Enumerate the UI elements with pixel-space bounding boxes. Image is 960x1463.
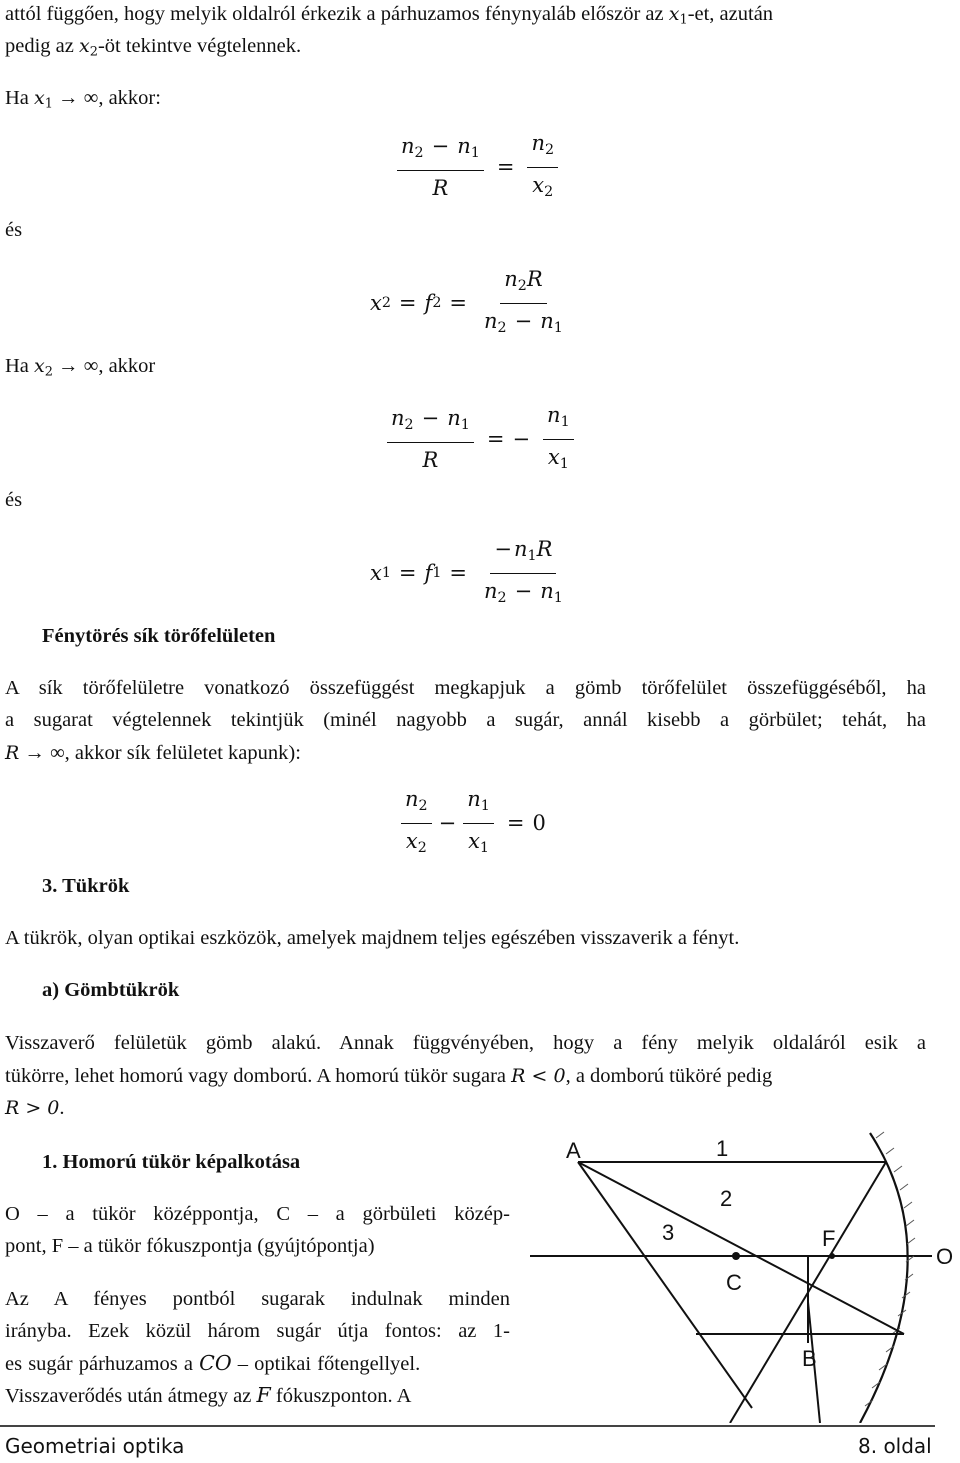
- point-c: [732, 1252, 740, 1260]
- text-line: A tükrök, olyan optikai eszközök, amelyek majdnem teljes egészében visszaverik a fényt.: [5, 927, 740, 949]
- math-x2: $x_2$: [34, 355, 53, 380]
- equation: $\frac{n_2}{x_2}$ − $\frac{n_1}{x_1}$ = 0: [396, 784, 546, 863]
- label-b: B: [802, 1346, 817, 1371]
- math-x1: $x_1$: [34, 87, 53, 112]
- text-line: pedig az $x_2-öt$ tekintve végtelennek.: [5, 35, 302, 60]
- text-line: O – a tükör középpontja, C – a görbületi közép-: [5, 1203, 510, 1225]
- text-line: Visszaverődés után átmegy az F fókuszponton. A: [5, 1383, 412, 1407]
- equation: x 2 = f 2 = $\frac{n_2R}{n_2 - n_1}$: [370, 264, 572, 343]
- text-line: és: [5, 219, 23, 241]
- fraction: $\frac{n_1}{x_1}$: [463, 784, 494, 863]
- fraction: $\frac{n_2}{x_2}$: [527, 128, 558, 207]
- section-heading: 1. Homorú tükör képalkotása: [42, 1151, 301, 1173]
- fraction: $\frac{n_2R}{n_2 - n_1}$: [480, 264, 567, 343]
- label-c: C: [726, 1270, 742, 1295]
- text-line: es sugár párhuzamos a CO – optikai főtengellyel.: [5, 1351, 421, 1375]
- section-heading: Fénytörés sík törőfelületen: [42, 625, 276, 647]
- ray-2: [578, 1162, 904, 1334]
- text-line: Visszaverő felületük gömb alakú. Annak függvényében, hogy a fény melyik oldaláról esik a: [5, 1032, 926, 1054]
- text-line: Ha $x_2$ → ∞, akkor: [5, 355, 156, 380]
- fraction: $\frac{n_2 - n_1}{R}$: [397, 131, 484, 203]
- label-o: O: [936, 1244, 954, 1269]
- text-line: Az A fényes pontból sugarak indulnak minden: [5, 1288, 510, 1310]
- section-heading: 3. Tükrök: [42, 875, 130, 897]
- text-line: irányba. Ezek közül három sugár útja fontos: az 1-: [5, 1320, 510, 1342]
- text-line: pont, F – a tükör fókuszpontja (gyújtópontja): [5, 1235, 375, 1257]
- math-x1: $x_1$: [668, 3, 688, 28]
- text-line: attól függően, hogy melyik oldalról érkezik a párhuzamos fénynyaláb először az $x_1-et$, azután: [5, 3, 774, 28]
- equation: $\frac{n_2 - n_1}{R}$ = $\frac{n_2}{x_2}$: [392, 128, 563, 207]
- label-ray-1: 1: [716, 1136, 729, 1161]
- fraction: $\frac{n_1}{x_1}$: [543, 400, 574, 479]
- fraction: $\frac{-n_1R}{n_2 - n_1}$: [480, 534, 567, 613]
- equation: x 1 = f 1 = $\frac{-n_1R}{n_2 - n_1}$: [370, 534, 572, 613]
- text-line: A sík törőfelületre vonatkozó összefüggést megkapjuk a gömb törőfelület összefüggéséből, ha: [5, 677, 926, 699]
- footer-title: Geometriai optika: [5, 1434, 185, 1458]
- text-line: R > 0.: [5, 1097, 65, 1119]
- text-line: és: [5, 489, 23, 511]
- fraction: $\frac{n_2 - n_1}{R}$: [387, 403, 474, 475]
- page-number: 8. oldal: [858, 1434, 932, 1458]
- math-x2: $x_2$: [79, 35, 98, 60]
- footer-divider: [0, 1425, 935, 1427]
- concave-mirror-diagram: [530, 1128, 960, 1423]
- label-ray-3: 3: [662, 1220, 675, 1245]
- text-line: Ha $x_1$ → ∞, akkor:: [5, 87, 161, 112]
- section-heading: a) Gömbtükrök: [42, 979, 180, 1001]
- mirror-arc: [860, 1133, 908, 1423]
- text-line: a sugarat végtelennek tekintjük (minél nagyobb a sugár, annál kisebb a görbület; tehát, ha: [5, 709, 926, 731]
- text-line: tükörre, lehet homorú vagy domború. A homorú tükör sugara R < 0, a domború tüköré pedig: [5, 1065, 773, 1087]
- label-a: A: [566, 1138, 581, 1163]
- label-f: F: [822, 1226, 836, 1251]
- point-f: [829, 1253, 835, 1259]
- equation: $\frac{n_2 - n_1}{R}$ = − $\frac{n_1}{x_1}$: [382, 400, 579, 479]
- label-ray-2: 2: [720, 1186, 733, 1211]
- fraction: $\frac{n_2}{x_2}$: [401, 784, 432, 863]
- text-line: R → ∞, akkor sík felületet kapunk):: [5, 742, 301, 764]
